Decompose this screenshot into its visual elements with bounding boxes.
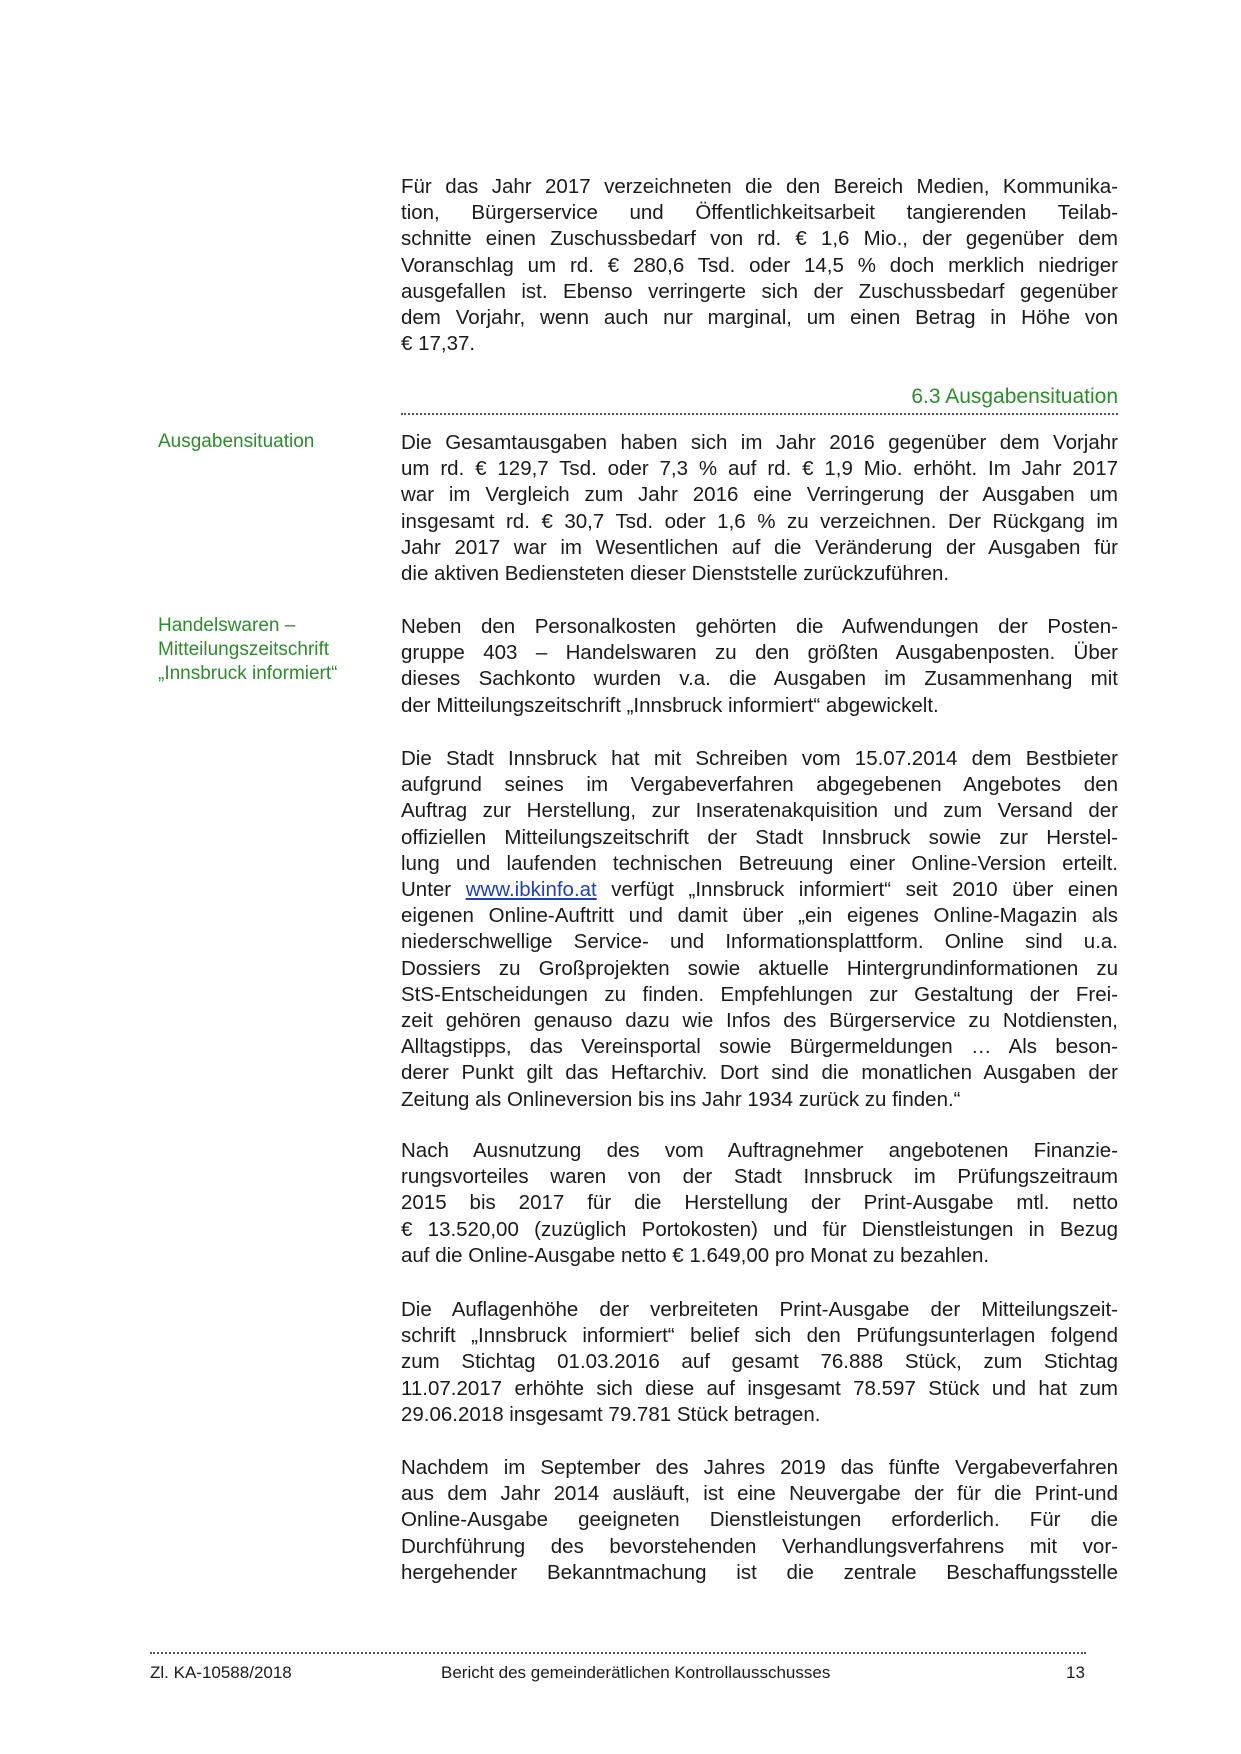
paragraph-vergabe <box>401 746 1118 1113</box>
paragraph-neuvergabe <box>401 1455 1118 1586</box>
text-line: tion, Bürgerservice und Öffentlichkeitsarbeit tangierenden Teilab- <box>401 201 1118 225</box>
text-line: hergehender Bekanntmachung ist die zentrale Beschaffungsstelle <box>401 1560 1118 1584</box>
text-line: offiziellen Mitteilungszeitschrift der Stadt Innsbruck sowie zur Herstel- <box>401 825 1118 849</box>
text-line: rungsvorteiles waren von der Stadt Innsbruck im Prüfungszeitraum <box>401 1165 1118 1189</box>
text-line: Die Auflagenhöhe der verbreiteten Print-Ausgabe der Mitteilungszeit- <box>401 1298 1118 1321</box>
link-suffix: verfügt „Innsbruck informiert“ seit 2010 über einen <box>596 878 1119 902</box>
text-line: gruppe 403 – Handelswaren zu den größten Ausgabenposten. Über <box>401 641 1118 665</box>
margin-note-ausgabensituation: Ausgabensituation <box>158 431 315 452</box>
margin-note-line: Mitteilungszeitschrift <box>158 639 330 660</box>
text-line: um rd. € 129,7 Tsd. oder 7,3 % auf rd. € 1,9 Mio. erhöht. Im Jahr 2017 <box>401 457 1118 481</box>
text-line: € 13.520,00 (zuzüglich Portokosten) und für Dienstleistungen in Bezug <box>401 1217 1118 1241</box>
text-line: war im Vergleich zum Jahr 2016 eine Verringerung der Ausgaben um <box>401 483 1118 507</box>
text-line: dem Vorjahr, wenn auch nur marginal, um einen Betrag in Höhe von <box>401 306 1118 330</box>
text-line: € 17,37. <box>401 332 476 356</box>
ibkinfo-link[interactable]: www.ibkinfo.at <box>465 878 597 902</box>
margin-note-line: „Innsbruck informiert“ <box>158 663 338 684</box>
text-line: Neben den Personalkosten gehörten die Aufwendungen der Posten- <box>401 615 1118 638</box>
paragraph-finanzierung <box>401 1138 1118 1269</box>
section-divider <box>401 413 1118 415</box>
text-line: auf die Online-Ausgabe netto € 1.649,00 pro Monat zu bezahlen. <box>401 1243 990 1267</box>
text-line: Zeitung als Onlineversion bis ins Jahr 1934 zurück zu finden.“ <box>401 1087 961 1111</box>
paragraph-gesamtausgaben <box>401 430 1118 587</box>
text-line: schrift „Innsbruck informiert“ belief sich den Prüfungsunterlagen folgend <box>401 1324 1118 1348</box>
footer-page-number: 13 <box>1066 1663 1085 1682</box>
paragraph-handelswaren <box>401 614 1118 719</box>
margin-note-handelswaren <box>158 614 358 686</box>
text-line: Die Stadt Innsbruck hat mit Schreiben vom 15.07.2014 dem Bestbieter <box>401 747 1118 770</box>
text-line: eigenen Online-Auftritt und damit über „ein eigenes Online-Magazin als <box>401 904 1118 928</box>
text-line: 2015 bis 2017 für die Herstellung der Print-Ausgabe mtl. netto <box>401 1191 1118 1215</box>
text-line: StS-Entscheidungen zu finden. Empfehlungen zur Gestaltung der Frei- <box>401 982 1118 1006</box>
text-line: Durchführung des bevorstehenden Verhandlungsverfahrens mit vor- <box>401 1534 1118 1558</box>
text-line: 29.06.2018 insgesamt 79.781 Stück betragen. <box>401 1402 821 1426</box>
text-line-with-link <box>401 877 1118 903</box>
margin-note-line: Handelswaren – <box>158 615 296 636</box>
text-line: ausgefallen ist. Ebenso verringerte sich der Zuschussbedarf gegenüber <box>401 279 1118 303</box>
text-line: aus dem Jahr 2014 ausläuft, ist eine Neuvergabe der für die Print-und <box>401 1482 1118 1506</box>
text-line: Für das Jahr 2017 verzeichneten die den Bereich Medien, Kommunika- <box>401 175 1118 198</box>
text-line: Nachdem im September des Jahres 2019 das fünfte Vergabeverfahren <box>401 1456 1118 1479</box>
text-line: die aktiven Bediensteten dieser Dienststelle zurückzuführen. <box>401 562 950 586</box>
text-line: aufgrund seines im Vergabeverfahren abgegebenen Angebotes den <box>401 773 1118 797</box>
text-line: der Mitteilungszeitschrift „Innsbruck informiert“ abgewickelt. <box>401 693 939 717</box>
text-line: derer Punkt gilt das Heftarchiv. Dort sind die monatlichen Ausgaben der <box>401 1061 1118 1085</box>
text-line: Online-Ausgabe geeigneten Dienstleistungen erforderlich. Für die <box>401 1508 1118 1532</box>
text-line: zum Stichtag 01.03.2016 auf gesamt 76.888 Stück, zum Stichtag <box>401 1350 1118 1374</box>
text-line: lung und laufenden technischen Betreuung einer Online-Version erteilt. <box>401 851 1118 875</box>
paragraph-auflagenhoehe <box>401 1297 1118 1428</box>
text-line: niederschwellige Service- und Informationsplattform. Online sind u.a. <box>401 930 1118 954</box>
text-line: Die Gesamtausgaben haben sich im Jahr 2016 gegenüber dem Vorjahr <box>401 431 1118 454</box>
text-line: Dossiers zu Großprojekten sowie aktuelle Hintergrundinformationen zu <box>401 956 1118 980</box>
text-line: Nach Ausnutzung des vom Auftragnehmer angebotenen Finanzie- <box>401 1139 1118 1162</box>
footer-reference: Zl. KA-10588/2018 <box>150 1663 292 1682</box>
text-line: schnitte einen Zuschussbedarf von rd. € 1,6 Mio., der gegenüber dem <box>401 227 1118 251</box>
text-line: zeit gehören genauso dazu wie Infos des Bürgerservice zu Notdiensten, <box>401 1009 1118 1033</box>
link-prefix: Unter <box>401 878 466 902</box>
footer-report-title: Bericht des gemeinderätlichen Kontrollausschusses <box>441 1663 831 1682</box>
text-line: Voranschlag um rd. € 280,6 Tsd. oder 14,5 % doch merklich niedriger <box>401 253 1118 277</box>
section-heading: 6.3 Ausgabensituation <box>911 385 1118 408</box>
text-line: Alltagstipps, das Vereinsportal sowie Bürgermeldungen … Als beson- <box>401 1035 1118 1059</box>
paragraph-zuschussbedarf <box>401 174 1118 357</box>
text-line: Jahr 2017 war im Wesentlichen auf die Veränderung der Ausgaben für <box>401 535 1118 559</box>
text-line: Auftrag zur Herstellung, zur Inseratenakquisition und zum Versand der <box>401 799 1118 823</box>
text-line: insgesamt rd. € 30,7 Tsd. oder 1,6 % zu verzeichnen. Der Rückgang im <box>401 509 1118 533</box>
text-line: dieses Sachkonto wurden v.a. die Ausgaben im Zusammenhang mit <box>401 667 1118 691</box>
footer-divider <box>150 1652 1086 1654</box>
text-line: 11.07.2017 erhöhte sich diese auf insgesamt 78.597 Stück und hat zum <box>401 1376 1118 1400</box>
